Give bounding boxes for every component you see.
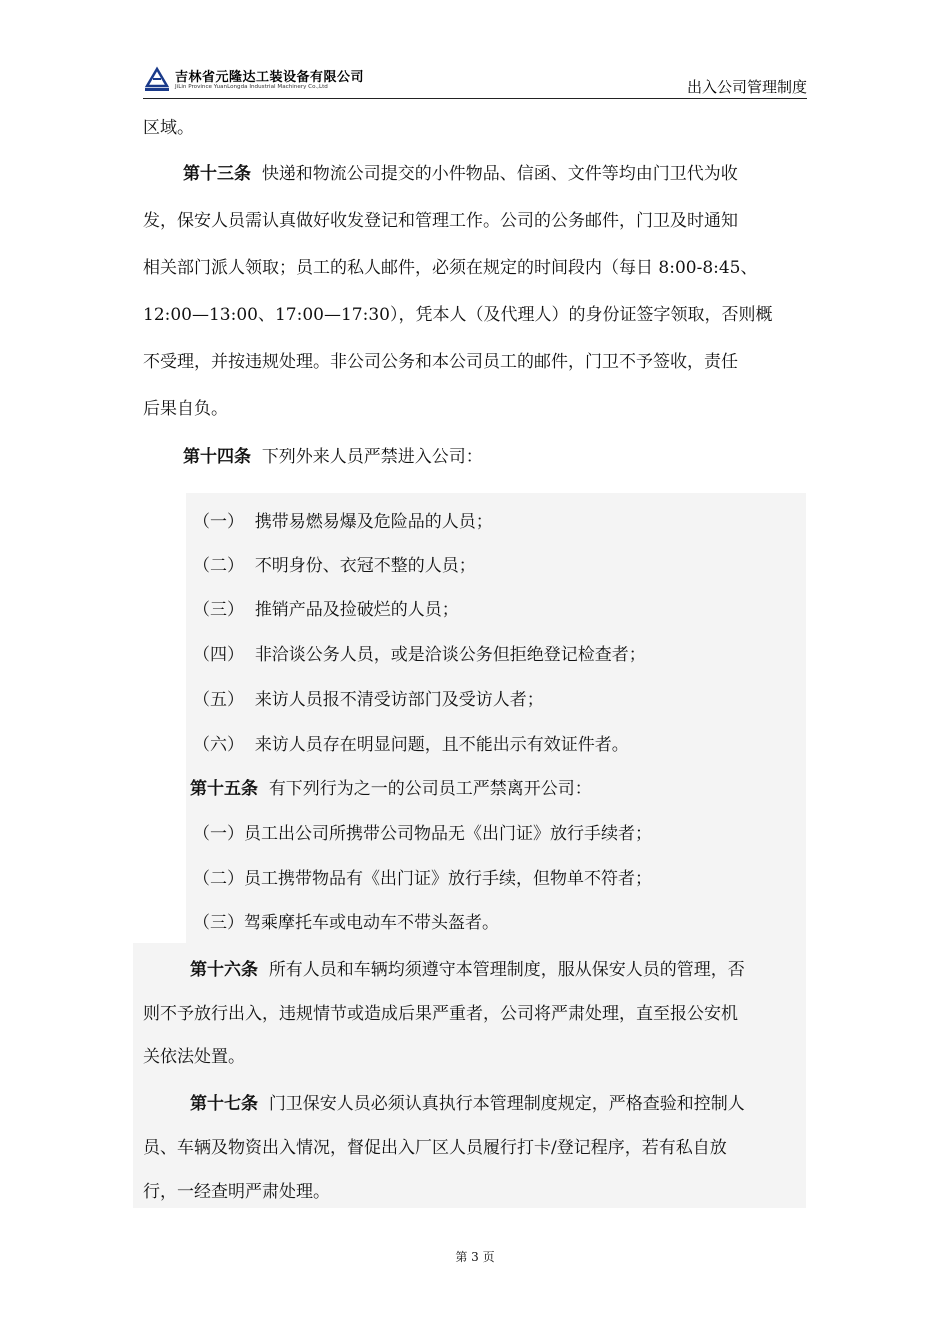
document-title: 出入公司管理制度 — [686, 78, 807, 96]
company-name-cn: 吉林省元隆达工装设备有限公司 — [175, 70, 365, 85]
article-14-intro: 下列外来人员严禁进入公司： — [261, 447, 483, 467]
article-16-line-1: 第十六条 所有人员和车辆均须遵守本管理制度，服从保安人员的管理，否 — [190, 960, 745, 980]
page-header — [143, 62, 807, 99]
article-16-heading: 第十六条 — [190, 960, 258, 980]
list-item: （四） 非洽谈公务人员，或是洽谈公务但拒绝登记检查者； — [193, 645, 646, 665]
article-13-line-5: 不受理，并按违规处理。非公司公务和本公司员工的邮件，门卫不予签收，责任 — [143, 352, 738, 372]
article-13-line-1 — [183, 164, 738, 184]
article-16-line-2: 则不予放行出入，违规情节或造成后果严重者，公司将严肃处理，直至报公安机 — [143, 1004, 738, 1024]
article-15-intro: 有下列行为之一的公司员工严禁离开公司： — [268, 779, 592, 799]
article-16-line-3: 关依法处置。 — [143, 1047, 245, 1067]
company-name-en: JiLin Province YuanLongda Industrial Machinery Co.,Ltd — [175, 84, 328, 90]
text-line: 区域。 — [143, 118, 194, 138]
article-17-line-1: 第十七条 门卫保安人员必须认真执行本管理制度规定，严格查验和控制人 — [190, 1094, 745, 1114]
page-number: 第 3 页 — [455, 1250, 495, 1264]
list-item: （二）员工携带物品有《出门证》放行手续，但物单不符者； — [193, 869, 652, 889]
list-item: （一） 携带易燃易爆及危险品的人员； — [193, 512, 493, 532]
article-14-heading: 第十四条 — [183, 447, 251, 467]
logo-triangle-icon — [143, 66, 171, 94]
article-13-line-6: 后果自负。 — [143, 399, 228, 419]
article-13-heading: 第十三条 — [183, 164, 251, 184]
article-13-line-4: 12:00—13:00、17:00—17:30），凭本人（及代理人）的身份证签字领取，否则概 — [143, 305, 773, 325]
list-item: （六） 来访人员存在明显问题，且不能出示有效证件者。 — [193, 735, 629, 755]
article-13-line-3: 相关部门派人领取；员工的私人邮件，必须在规定的时间段内（每日 8:00-8:45、 — [143, 258, 758, 278]
company-logo — [143, 66, 365, 96]
article-17-line-2: 员、车辆及物资出入情况，督促出入厂区人员履行打卡/登记程序，若有私自放 — [143, 1138, 727, 1158]
article-13-line-2: 发，保安人员需认真做好收发登记和管理工作。公司的公务邮件，门卫及时通知 — [143, 211, 738, 231]
list-item: （一）员工出公司所携带公司物品无《出门证》放行手续者； — [193, 824, 652, 844]
article-14-line — [183, 447, 483, 467]
list-item: （五） 来访人员报不清受访部门及受访人者； — [193, 690, 544, 710]
article-13-text: 快递和物流公司提交的小件物品、信函、文件等均由门卫代为收 — [261, 164, 738, 184]
list-item: （三） 推销产品及捡破烂的人员； — [193, 600, 459, 620]
list-item: （三）驾乘摩托车或电动车不带头盔者。 — [193, 913, 499, 933]
article-17-heading: 第十七条 — [190, 1094, 258, 1114]
article-17-line-3: 行，一经查明严肃处理。 — [143, 1182, 330, 1202]
article-15-heading: 第十五条 — [190, 779, 258, 799]
list-item: （二） 不明身份、衣冠不整的人员； — [193, 556, 476, 576]
article-15-line — [190, 779, 592, 799]
